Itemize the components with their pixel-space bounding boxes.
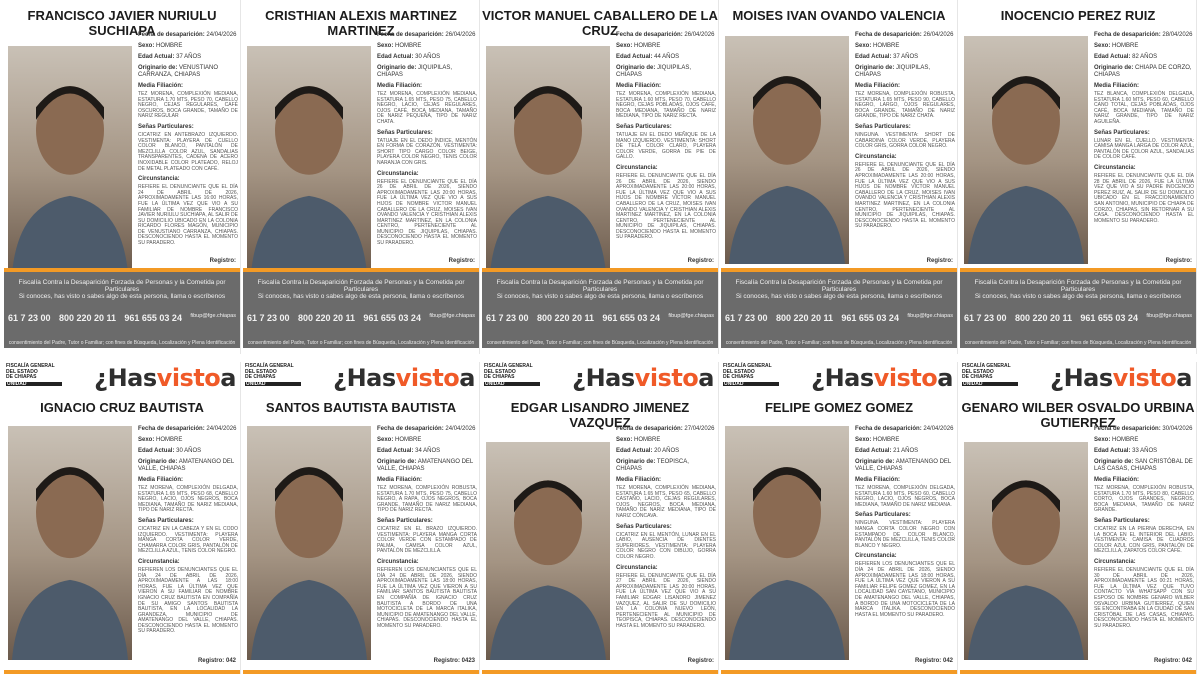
portrait-placeholder-icon — [247, 426, 371, 660]
registro-label: Registro: 0423 — [433, 658, 475, 664]
missing-person-poster-2 — [243, 0, 480, 354]
phone-2[interactable]: 800 220 20 11 — [297, 313, 355, 323]
phone-1[interactable]: 61 7 23 00 — [247, 313, 290, 323]
registro-label: Registro: 042 — [1153, 658, 1192, 664]
media-filiacion-text: TEZ MORENA, COMPLEXIÓN DELGADA, ESTATURA 1.65 MTS, PESO 68, CABELLO NEGRO, LACIO, OJOS NEGROS, BOCA MEDIANA, TAMAÑO DE NARIZ MEDIANA, TIPO DE NARIZ RECTA. — [138, 485, 238, 514]
phone-row — [964, 313, 1192, 323]
missing-person-poster-1 — [4, 0, 241, 354]
person-name: INOCENCIO PEREZ RUIZ — [1000, 8, 1156, 23]
fecha-value: 24/04/2026 — [923, 426, 954, 432]
hasvisto-logo: ¿Hasvistoa — [811, 364, 953, 392]
edad-value: 37 AÑOS — [893, 54, 919, 60]
contact-footer: Fiscalía Contra la Desaparición Forzada de Personas y la Cometida por Particulares Si conoces, has visto o sabes algo de esta persona, llama o escríbenos 61 7 23 00 800 220 20 11 961 655 03 24 fibup@fge.chiapas consentimiento del Padre, Tutor o Familiar; con fines de Búsqueda, Localización y Plena Identificación — [4, 272, 240, 348]
phone-2[interactable]: 800 220 20 11 — [775, 313, 833, 323]
person-details: Fecha de desaparición: 26/04/2026 Sexo: HOMBRE Edad Actual: 30 AÑOS Originario de: JIQUIPILAS, CHIAPAS Media Filiación: TEZ MORENA, COMPLEXIÓN MEDIANA, ESTATURA 1.65 MTS, PESO 75, CABELLO NEGRO, LACIO, CEJAS REGULARES, OJOS CAFÉ, BOCA MEDIANA, TAMAÑO DE NARIZ PEQUEÑA, TIPO DE NARIZ CHATA. Señas Particulares: TATUAJE EN EL DEDO ÍNDICE, MENTÓN EN FORMA DE CORAZÓN. VESTIMENTA: SHORT TIPO CARGO COLOR BEIGE, PLAYERA COLOR NEGRO, TENIS COLOR NARANJA CON GRIS. Circunstancia: REFIERE EL DENUNCIANTE QUE EL DÍA 26 DE ABRIL DE 2026, SIENDO APROXIMADAMENTE LAS 20:00 HORAS, FUE LA ÚLTIMA VEZ QUE VIO A SUS HIJOS DE NOMBRE VICTOR MANUEL CABALLERO DE LA CRUZ, MOISES IVAN OVANDO VALENCIA Y CRISTHIAN ALEXIS MARTINEZ MARTINEZ, EN LA COLONIA CENTRO, PERTENECIENTE AL MUNICIPIO DE JIQUIPILAS, CHIAPAS. DESCONOCIENDO HASTA EL MOMENTO SU PARADERO. — [377, 32, 477, 247]
fecha-value: 26/04/2026 — [684, 32, 715, 38]
phone-3[interactable]: 961 655 03 24 — [602, 313, 660, 323]
person-photo — [725, 426, 849, 660]
missing-person-poster-10 — [960, 362, 1197, 674]
sexo-value: HOMBRE — [1112, 437, 1139, 443]
contact-footer: Fiscalía Contra la Desaparición Forzada de Personas y la Cometida por Particulares Si conoces, has visto o sabes algo de esta persona, llama o escríbenos 61 7 23 00 800 220 20 11 961 655 03 24 fibup@fge.chiapas consentimiento del Padre, Tutor o Familiar; con fines de Búsqueda, Localización y Plena Identificación — [482, 272, 718, 348]
senas-text: NINGUNA. VESTIMENTA: PLAYERA MANGA CORTA COLOR NEGRO CON ESTAMPADO DE COLOR BLANCO, PANTALÓN DE MEZCLILLA, TENIS COLOR BLANCO Y NEGRO. — [855, 520, 955, 549]
brand-bar — [960, 362, 1196, 392]
portrait-placeholder-icon — [247, 46, 371, 274]
edad-value: 44 AÑOS — [654, 54, 680, 60]
person-name: VICTOR MANUEL CABALLERO DE LA CRUZ — [482, 8, 718, 38]
originario-value: VENUSTIANO CARRANZA, CHIAPAS — [138, 65, 219, 78]
person-details: Fecha de desaparición: 24/04/2026 Sexo: HOMBRE Edad Actual: 30 AÑOS Originario de: AMATENANGO DEL VALLE, CHIAPAS Media Filiación: TEZ MORENA, COMPLEXIÓN DELGADA, ESTATURA 1.65 MTS, PESO 68, CABELLO NEGRO, LACIO, OJOS NEGROS, BOCA MEDIANA, TAMAÑO DE NARIZ MEDIANA, TIPO DE NARIZ RECTA. Señas Particulares: CICATRIZ EN LA CABEZA Y EN EL CODO IZQUIERDO. VESTIMENTA: PLAYERA MANGA CORTA COLOR VERDE, CHAMARRA COLOR GRIS, PANTALÓN DE MEZCLILLA AZUL, TENIS COLOR NEGRO. Circunstancia: REFIEREN LOS DENUNCIANTES QUE EL DÍA 24 DE ABRIL DE 2026, APROXIMADAMENTE A LAS 18:00 HORAS, FUE LA ÚLTIMA VEZ QUE VIERON A SU FAMILIAR DE NOMBRE IGNACIO CRUZ BAUTISTA EN COMPAÑÍA DE SU AMIGO SANTOS BAUTISTA BAUTISTA, EN LA LOCALIDAD LA GRANDEZA, MUNICIPIO DE AMATENANGO DEL VALLE, CHIAPAS. DESCONOCIENDO HASTA EL MOMENTO SU PARADERO. — [138, 426, 238, 635]
sexo-value: HOMBRE — [873, 43, 900, 49]
hasvisto-logo: ¿Hasvistoa — [1050, 364, 1192, 392]
fecha-value: 26/04/2026 — [923, 32, 954, 38]
phone-2[interactable]: 800 220 20 11 — [536, 313, 594, 323]
edad-value: 30 AÑOS — [415, 54, 441, 60]
person-photo — [247, 426, 371, 660]
fecha-value: 24/04/2026 — [206, 426, 237, 432]
orange-divider — [243, 670, 479, 674]
circunstancia-text: REFIERE EL DENUNCIANTE QUE EL DÍA 26 DE ABRIL DE 2026, SIENDO APROXIMADAMENTE LAS 20:00 HORAS, FUE LA ÚLTIMA VEZ QUE VIO A SUS HIJOS DE NOMBRE VICTOR MANUEL CABALLERO DE LA CRUZ, MOISES IVAN OVANDO VALENCIA Y CRISTHIAN ALEXIS MARTINEZ MARTINEZ, EN LA COLONIA CENTRO, PERTENECIENTE AL MUNICIPIO DE JIQUIPILAS, CHIAPAS. DESCONOCIENDO HASTA EL MOMENTO SU PARADERO. — [377, 178, 477, 247]
missing-person-poster-5 — [960, 0, 1197, 354]
media-filiacion-text: TEZ MORENA, COMPLEXIÓN MEDIANA, ESTATURA 1.65 MTS, PESO 65, CABELLO CASTAÑO, LACIO, CEJAS REGULARES, OJOS NEGROS, BOCA MEDIANA, TAMAÑO DE NARIZ MEDIANA, TIPO DE NARIZ CÓNCAVA. — [616, 485, 716, 519]
media-filiacion-text: TEZ MORENA, COMPLEXIÓN MEDIANA, ESTATURA 1.60 MTS, PESO 70, CABELLO NEGRO, CEJAS POBLADAS, OJOS CAFÉ, BOCA MEDIANA, TAMAÑO DE NARIZ MEDIANA, TIPO DE NARIZ RECTA. — [616, 91, 716, 120]
institution-logo: FISCALÍA GENERAL DEL ESTADO DE CHIAPAS UNIDAD — [723, 364, 779, 386]
person-photo — [486, 442, 610, 660]
orange-divider — [960, 670, 1196, 674]
senas-text: CICATRIZ EN ANTEBRAZO IZQUIERDO. VESTIMENTA: PLAYERA DE CUELLO COLOR BLANCO, PANTALÓN DE MEZCLILLA COLOR AZUL, SANDALIAS TRANSPARENTES, CADENA DE ACERO INOXIDABLE COLOR PLATEADO, RELOJ DE METAL PLATEADO CON CAFÉ. — [138, 131, 238, 172]
fecha-value: 30/04/2026 — [1162, 426, 1193, 432]
missing-person-poster-3 — [482, 0, 719, 354]
phone-1[interactable]: 61 7 23 00 — [8, 313, 51, 323]
person-name: SANTOS BAUTISTA BAUTISTA — [265, 400, 457, 415]
phone-3[interactable]: 961 655 03 24 — [124, 313, 182, 323]
phone-2[interactable]: 800 220 20 11 — [58, 313, 116, 323]
senas-text: TATUAJE EN EL DEDO MEÑIQUE DE LA MANO IZQUIERDO. VESTIMENTA: SHORT DE TELA COLOR CLARO, PLAYERA COLOR VERDE, GORRA DE PIE DE GALLO. — [616, 131, 716, 161]
person-photo — [8, 46, 132, 274]
person-details: Fecha de desaparición: 26/04/2026 Sexo: HOMBRE Edad Actual: 37 AÑOS Originario de: JIQUIPILAS, CHIAPAS Media Filiación: TEZ MORENA, COMPLEXIÓN ROBUSTA, ESTATURA 1.65 MTS, PESO 90, CABELLO NEGRO, LARGO, OJOS REGULARES, BOCA GRANDE, TAMAÑO DE NARIZ GRANDE, TIPO DE NARIZ CHATA. Señas Particulares: NINGUNA. VESTIMENTA: SHORT DE CABARDINA COLOR VERDE, PLAYERA COLOR GRIS, GORRA COLOR NEGRO. Circunstancia: REFIERE EL DENUNCIANTE QUE EL DÍA 26 DE ABRIL DE 2026, SIENDO APROXIMADAMENTE LAS 20:00 HORAS, FUE LA ÚLTIMA VEZ QUE VIO A SUS HIJOS DE NOMBRE VICTOR MANUEL CABALLERO DE LA CRUZ, MOISES IVAN OVANDO VALENCIA Y CRISTHIAN ALEXIS MARTINEZ MARTINEZ, EN LA COLONIA CENTRO, PERTENECIENTE AL MUNICIPIO DE JIQUIPILAS, CHIAPAS. DESCONOCIENDO HASTA EL MOMENTO SU PARADERO. — [855, 32, 955, 230]
brand-bar — [721, 362, 957, 392]
registro-label: Registro: 042 — [914, 658, 953, 664]
circunstancia-text: REFIERE EL DENUNCIANTE QUE EL DÍA 28 DE ABRIL DE 2026, FUE LA ÚLTIMA VEZ QUE VIO A SU PADRE INOCENCIO PEREZ RUIZ, AL SALIR DE SU DOMICILIO UBICADO EN EL FRACCIONAMIENTO SAN ANTONIO, MUNICIPIO DE CHIAPA DE CORZO, CHIAPAS, SIN RETORNAR A SU CASA. DESCONOCIENDO HASTA EL MOMENTO SU PARADERO. — [1094, 172, 1194, 224]
sexo-value: HOMBRE — [873, 437, 900, 443]
person-name: MOISES IVAN OVANDO VALENCIA — [732, 8, 946, 23]
senas-text: CICATRIZ EN LA CABEZA Y EN EL CODO IZQUIERDO. VESTIMENTA: PLAYERA MANGA CORTA COLOR VERDE, CHAMARRA COLOR GRIS, PANTALÓN DE MEZCLILLA AZUL, TENIS COLOR NEGRO. — [138, 525, 238, 555]
portrait-placeholder-icon — [486, 442, 610, 660]
brand-bar — [243, 362, 479, 392]
portrait-placeholder-icon — [486, 46, 610, 274]
person-details: Fecha de desaparición: 24/04/2026 Sexo: HOMBRE Edad Actual: 21 AÑOS Originario de: AMATENANGO DEL VALLE, CHIAPAS Media Filiación: TEZ MORENA, COMPLEXIÓN DELGADA, ESTATURA 1.60 MTS, PESO 60, CABELLO NEGRO, LACIO, OJOS NEGROS, BOCA MEDIANA, TAMAÑO DE NARIZ MEDIANA. Señas Particulares: NINGUNA. VESTIMENTA: PLAYERA MANGA CORTA COLOR NEGRO CON ESTAMPADO DE COLOR BLANCO, PANTALÓN DE MEZCLILLA, TENIS COLOR BLANCO Y NEGRO. Circunstancia: REFIEREN LOS DENUNCIANTES QUE EL DÍA 24 DE ABRIL DE 2026, SIENDO APROXIMADAMENTE LAS 18:00 HORAS, FUE LA ÚLTIMA VEZ QUE VIERON A SU FAMILIAR FELIPE GOMEZ GOMEZ, EN LA LOCALIDAD SAN CAYETANO, MUNICIPIO DE AMATENANGO DEL VALLE, CHIAPAS, A BORDO DE UNA MOTOCICLETA DE LA MARCA ITALIKA. DESCONOCIENDO HASTA EL MOMENTO SU PARADERO. — [855, 426, 955, 618]
phone-1[interactable]: 61 7 23 00 — [486, 313, 529, 323]
person-name: IGNACIO CRUZ BAUTISTA — [40, 400, 204, 415]
edad-value: 37 AÑOS — [176, 54, 202, 60]
email-link[interactable]: fibup@fge.chiapas — [668, 313, 714, 319]
circunstancia-text: REFIEREN LOS DENUNCIANTES QUE EL DÍA 24 DE ABRIL DE 2026, APROXIMADAMENTE A LAS 18:00 HORAS, FUE LA ÚLTIMA VEZ QUE VIERON A SU FAMILIAR DE NOMBRE IGNACIO CRUZ BAUTISTA EN COMPAÑÍA DE SU AMIGO SANTOS BAUTISTA BAUTISTA, EN LA LOCALIDAD LA GRANDEZA, MUNICIPIO DE AMATENANGO DEL VALLE, CHIAPAS. DESCONOCIENDO HASTA EL MOMENTO SU PARADERO. — [138, 566, 238, 635]
contact-footer: Fiscalía Contra la Desaparición Forzada de Personas y la Cometida por Particulares Si conoces, has visto o sabes algo de esta persona, llama o escríbenos 61 7 23 00 800 220 20 11 961 655 03 24 fibup@fge.chiapas consentimiento del Padre, Tutor o Familiar; con fines de Búsqueda, Localización y Plena Identificación — [960, 272, 1196, 348]
person-photo — [247, 46, 371, 274]
portrait-placeholder-icon — [725, 36, 849, 264]
registro-label: Registro: — [687, 258, 714, 264]
institution-logo: FISCALÍA GENERAL DEL ESTADO DE CHIAPAS UNIDAD — [962, 364, 1018, 386]
portrait-placeholder-icon — [964, 442, 1088, 660]
registro-label: Registro: 042 — [197, 658, 236, 664]
fecha-value: 24/04/2026 — [206, 32, 237, 38]
registro-label: Registro: — [926, 258, 953, 264]
sexo-value: HOMBRE — [156, 437, 183, 443]
originario-value: TEOPISCA, CHIAPAS — [616, 459, 689, 472]
sexo-value: HOMBRE — [634, 437, 661, 443]
hasvisto-logo: ¿Hasvistoa — [94, 364, 236, 392]
fecha-value: 26/04/2026 — [445, 32, 476, 38]
institution-logo: FISCALÍA GENERAL DEL ESTADO DE CHIAPAS UNIDAD — [484, 364, 540, 386]
media-filiacion-text: TEZ MORENA, COMPLEXIÓN MEDIANA, ESTATURA 1.65 MTS, PESO 75, CABELLO NEGRO, LACIO, CEJAS REGULARES, OJOS CAFÉ, BOCA MEDIANA, TAMAÑO DE NARIZ PEQUEÑA, TIPO DE NARIZ CHATA. — [377, 91, 477, 125]
senas-text: CICATRIZ EN EL BRAZO IZQUIERDO. VESTIMENTA: PLAYERA MANGA CORTA COLOR VERDE CON ESTAMPADO DE PALMA, CAMISA COLOR AZUL, PANTALÓN DE MEZCLILLA. — [377, 525, 477, 555]
senas-text: TATUAJE EN EL DEDO ÍNDICE, MENTÓN EN FORMA DE CORAZÓN. VESTIMENTA: SHORT TIPO CARGO COLOR BEIGE, PLAYERA COLOR NEGRO, TENIS COLOR NARANJA CON GRIS. — [377, 137, 477, 166]
person-photo — [964, 442, 1088, 660]
edad-value: 82 AÑOS — [1132, 54, 1158, 60]
person-details: Fecha de desaparición: 30/04/2026 Sexo: HOMBRE Edad Actual: 33 AÑOS Originario de: SAN CRISTÓBAL DE LAS CASAS, CHIAPAS Media Filiación: TEZ MORENA, COMPLEXIÓN ROBUSTA, ESTATURA 1.70 MTS, PESO 80, CABELLO CORTO, OJOS GRANDES, NEGROS, BOCA MEDIANA, TAMAÑO DE NARIZ GRANDE. Señas Particulares: CICATRIZ EN LA PIERNA DERECHA, EN LA BOCA EN EL INTERIOR DEL LABIO. VESTIMENTA: CAMISA DE CUADROS COLOR AZUL CON GRIS, PANTALÓN DE MEZCLILLA, ZAPATOS COLOR CAFÉ. Circunstancia: REFIERE EL DENUNCIANTE QUE EL DÍA 30 DE ABRIL DE 2026, APROXIMADAMENTE LAS 00:21 HORAS, FUE LA ÚLTIMA VEZ QUE TUVO CONTACTO VÍA WHATSAPP CON SU ESPOSO DE NOMBRE GENARO WILBER OSVALDO URBINA GUTIERREZ, QUIEN SE ENCONTRABA EN LA CIUDAD DE SAN CRISTÓBAL DE LAS CASAS, CHIAPAS. DESCONOCIENDO HASTA EL MOMENTO SU PARADERO. — [1094, 426, 1194, 629]
edad-value: 30 AÑOS — [176, 448, 202, 454]
fecha-value: 27/04/2026 — [684, 426, 715, 432]
media-filiacion-text: TEZ MORENA, COMPLEXIÓN ROBUSTA, ESTATURA 1.70 MTS, PESO 80, CABELLO CORTO, OJOS GRANDES, NEGROS, BOCA MEDIANA, TAMAÑO DE NARIZ GRANDE. — [1094, 485, 1194, 514]
institution-logo: FISCALÍA GENERAL DEL ESTADO DE CHIAPAS UNIDAD — [6, 364, 62, 386]
circunstancia-text: REFIEREN LOS DENUNCIANTES QUE EL DÍA 24 DE ABRIL DE 2026, SIENDO APROXIMADAMENTE LAS 18:00 HORAS, FUE LA ÚLTIMA VEZ QUE VIERON A SU FAMILIAR FELIPE GOMEZ GOMEZ, EN LA LOCALIDAD SAN CAYETANO, MUNICIPIO DE AMATENANGO DEL VALLE, CHIAPAS, A BORDO DE UNA MOTOCICLETA DE LA MARCA ITALIKA. DESCONOCIENDO HASTA EL MOMENTO SU PARADERO. — [855, 561, 955, 618]
person-details: Fecha de desaparición: 27/04/2026 Sexo: HOMBRE Edad Actual: 20 AÑOS Originario de: TEOPISCA, CHIAPAS Media Filiación: TEZ MORENA, COMPLEXIÓN MEDIANA, ESTATURA 1.65 MTS, PESO 65, CABELLO CASTAÑO, LACIO, CEJAS REGULARES, OJOS NEGROS, BOCA MEDIANA, TAMAÑO DE NARIZ MEDIANA, TIPO DE NARIZ CÓNCAVA. Señas Particulares: CICATRIZ EN EL MENTÓN, LUNAR EN EL LABIO, AUSENCIA DE DIENTES SUPERIORES. VESTIMENTA: PLAYERA COLOR NEGRO CON DIBUJO, GORRA COLOR NEGRO. Circunstancia: REFIERE EL DENUNCIANTE QUE EL DÍA 27 DE ABRIL DE 2026, SIENDO APROXIMADAMENTE LAS 20:00 HORAS, FUE LA ÚLTIMA VEZ QUE VIO A SU FAMILIAR EDGAR LISANDRO JIMENEZ VAZQUEZ, AL SALIR DE SU DOMICILIO EN LA COLONIA NUEVO LEÓN, PERTENECIENTE AL MUNICIPIO DE TEOPISCA, CHIAPAS. DESCONOCIENDO HASTA EL MOMENTO SU PARADERO. — [616, 426, 716, 629]
missing-person-poster-8 — [482, 362, 719, 674]
contact-footer: Fiscalía Contra la Desaparición Forzada de Personas y la Cometida por Particulares Si conoces, has visto o sabes algo de esta persona, llama o escríbenos 61 7 23 00 800 220 20 11 961 655 03 24 fibup@fge.chiapas consentimiento del Padre, Tutor o Familiar; con fines de Búsqueda, Localización y Plena Identificación — [721, 272, 957, 348]
registro-label: Registro: — [448, 258, 475, 264]
originario-value: JIQUIPILAS, CHIAPAS — [855, 65, 931, 78]
originario-value: AMATENANGO DEL VALLE, CHIAPAS — [377, 459, 474, 472]
phone-row — [8, 313, 236, 323]
edad-value: 33 AÑOS — [1132, 448, 1158, 454]
person-name: GENARO WILBER OSVALDO URBINA GUTIERREZ — [961, 400, 1195, 430]
senas-text: NINGUNA. VESTIMENTA: SHORT DE CABARDINA COLOR VERDE, PLAYERA COLOR GRIS, GORRA COLOR NEGRO. — [855, 131, 955, 150]
missing-person-poster-6 — [4, 362, 241, 674]
phone-1[interactable]: 61 7 23 00 — [725, 313, 768, 323]
fecha-value: 28/04/2026 — [1162, 32, 1193, 38]
portrait-placeholder-icon — [8, 426, 132, 660]
media-filiacion-text: TEZ BLANCA, COMPLEXIÓN DELGADA, ESTATURA 1.60 MTS, PESO 60, CABELLO CANO TOTAL, CEJAS POBLADAS, OJOS CAFÉ, BOCA MEDIANA, TAMAÑO DE NARIZ GRANDE, TIPO DE NARIZ AGUILEÑA. — [1094, 91, 1194, 125]
phone-3[interactable]: 961 655 03 24 — [1080, 313, 1138, 323]
portrait-placeholder-icon — [964, 36, 1088, 264]
person-details: Fecha de desaparición: 24/04/2026 Sexo: HOMBRE Edad Actual: 34 AÑOS Originario de: AMATENANGO DEL VALLE, CHIAPAS Media Filiación: TEZ MORENA, COMPLEXIÓN ROBUSTA, ESTATURA 1.70 MTS, PESO 75, CABELLO NEGRO, A RAPA, OJOS NEGROS, BOCA GRANDE, TAMAÑO DE NARIZ MEDIANA, TIPO DE NARIZ RECTA. Señas Particulares: CICATRIZ EN EL BRAZO IZQUIERDO. VESTIMENTA: PLAYERA MANGA CORTA COLOR VERDE CON ESTAMPADO DE PALMA, CAMISA COLOR AZUL, PANTALÓN DE MEZCLILLA. Circunstancia: REFIEREN LOS DENUNCIANTES QUE EL DÍA 24 DE ABRIL DE 2026, SIENDO APROXIMADAMENTE LAS 18:00 HORAS, FUE LA ÚLTIMA VEZ QUE VIERON A SU FAMILIAR SANTOS BAUTISTA BAUTISTA EN COMPAÑÍA DE IGNACIO CRUZ BAUTISTA A BORDO DE UNA MOTOCICLETA DE LA MARCA ITALIKA, MUNICIPIO DE AMATENANGO DEL VALLE, CHIAPAS. DESCONOCIENDO HASTA EL MOMENTO SU PARADERO. — [377, 426, 477, 629]
originario-value: JIQUIPILAS, CHIAPAS — [616, 65, 692, 78]
originario-value: AMATENANGO DEL VALLE, CHIAPAS — [138, 459, 235, 472]
email-link[interactable]: fibup@fge.chiapas — [190, 313, 236, 319]
originario-value: JIQUIPILAS, CHIAPAS — [377, 65, 453, 78]
phone-3[interactable]: 961 655 03 24 — [841, 313, 899, 323]
edad-value: 20 AÑOS — [654, 448, 680, 454]
missing-person-poster-9 — [721, 362, 958, 674]
orange-divider — [4, 670, 240, 674]
senas-text: CICATRIZ EN EL MENTÓN, LUNAR EN EL LABIO, AUSENCIA DE DIENTES SUPERIORES. VESTIMENTA: PLAYERA COLOR NEGRO CON DIBUJO, GORRA COLOR NEGRO. — [616, 531, 716, 560]
senas-text: CICATRIZ EN LA PIERNA DERECHA, EN LA BOCA EN EL INTERIOR DEL LABIO. VESTIMENTA: CAMISA DE CUADROS COLOR AZUL CON GRIS, PANTALÓN DE MEZCLILLA, ZAPATOS COLOR CAFÉ. — [1094, 525, 1194, 555]
circunstancia-text: REFIERE EL DENUNCIANTE QUE EL DÍA 26 DE ABRIL DE 2026, SIENDO APROXIMADAMENTE LAS 20:00 HORAS, FUE LA ÚLTIMA VEZ QUE VIO A SUS HIJOS DE NOMBRE VICTOR MANUEL CABALLERO DE LA CRUZ, MOISES IVAN OVANDO VALENCIA Y CRISTHIAN ALEXIS MARTINEZ MARTINEZ, EN LA COLONIA CENTRO, PERTENECIENTE AL MUNICIPIO DE JIQUIPILAS, CHIAPAS. DESCONOCIENDO HASTA EL MOMENTO SU PARADERO. — [616, 172, 716, 241]
missing-person-poster-4 — [721, 0, 958, 354]
orange-divider — [482, 670, 718, 674]
circunstancia-text: REFIERE EL DENUNCIANTE QUE EL DÍA 30 DE ABRIL DE 2026, APROXIMADAMENTE LAS 00:21 HORAS, FUE LA ÚLTIMA VEZ QUE TUVO CONTACTO VÍA WHATSAPP CON SU ESPOSO DE NOMBRE GENARO WILBER OSVALDO URBINA GUTIERREZ, QUIEN SE ENCONTRABA EN LA CIUDAD DE SAN CRISTÓBAL DE LAS CASAS, CHIAPAS. DESCONOCIENDO HASTA EL MOMENTO SU PARADERO. — [1094, 566, 1194, 629]
person-photo — [964, 36, 1088, 264]
person-photo — [486, 46, 610, 274]
phone-1[interactable]: 61 7 23 00 — [964, 313, 1007, 323]
brand-bar — [482, 362, 718, 392]
originario-value: SAN CRISTÓBAL DE LAS CASAS, CHIAPAS — [1094, 459, 1193, 472]
person-photo — [725, 36, 849, 264]
phone-2[interactable]: 800 220 20 11 — [1014, 313, 1072, 323]
person-details: Fecha de desaparición: 24/04/2026 Sexo: HOMBRE Edad Actual: 37 AÑOS Originario de: VENUSTIANO CARRANZA, CHIAPAS Media Filiación: TEZ MORENA, COMPLEXIÓN MEDIANA, ESTATURA 1.70 MTS, PESO 70, CABELLO NEGRO, CEJAS REGULARES, CAFÉ OSCUROS, BOCA GRANDE, TAMAÑO DE NARIZ REGULAR Señas Particulares: CICATRIZ EN ANTEBRAZO IZQUIERDO. VESTIMENTA: PLAYERA DE CUELLO COLOR BLANCO, PANTALÓN DE MEZCLILLA COLOR AZUL, SANDALIAS TRANSPARENTES, CADENA DE ACERO INOXIDABLE COLOR PLATEADO, RELOJ DE METAL PLATEADO CON CAFÉ. Circunstancia: REFIERE EL DENUNCIANTE QUE EL DÍA 24 DE ABRIL DE 2026, APROXIMADAMENTE LAS 16:00 HORAS, FUE LA ÚLTIMA VEZ QUE VIO A SU FAMILIAR DE NOMBRE FRANCISCO JAVIER NURIULU SUCHIAPA, AL SALIR DE SU DOMICILIO UBICADO EN LA COLONIA RICARDO FLORES MAGÓN, MUNICIPIO DE VENUSTIANO CARRANZA, CHIAPAS. DESCONOCIENDO HASTA EL MOMENTO SU PARADERO. — [138, 32, 238, 247]
hasvisto-logo: ¿Hasvistoa — [572, 364, 714, 392]
hasvisto-logo: ¿Hasvistoa — [333, 364, 475, 392]
portrait-placeholder-icon — [8, 46, 132, 274]
sexo-value: HOMBRE — [1112, 43, 1139, 49]
person-name: FRANCISCO JAVIER NURIULU SUCHIAPA — [27, 8, 217, 38]
media-filiacion-text: TEZ MORENA, COMPLEXIÓN MEDIANA, ESTATURA 1.70 MTS, PESO 70, CABELLO NEGRO, CEJAS REGULARES, CAFÉ OSCUROS, BOCA GRANDE, TAMAÑO DE NARIZ REGULAR — [138, 91, 238, 120]
institution-logo: FISCALÍA GENERAL DEL ESTADO DE CHIAPAS UNIDAD — [245, 364, 301, 386]
circunstancia-text: REFIEREN LOS DENUNCIANTES QUE EL DÍA 24 DE ABRIL DE 2026, SIENDO APROXIMADAMENTE LAS 18:00 HORAS, FUE LA ÚLTIMA VEZ QUE VIERON A SU FAMILIAR SANTOS BAUTISTA BAUTISTA EN COMPAÑÍA DE IGNACIO CRUZ BAUTISTA A BORDO DE UNA MOTOCICLETA DE LA MARCA ITALIKA, MUNICIPIO DE AMATENANGO DEL VALLE, CHIAPAS. DESCONOCIENDO HASTA EL MOMENTO SU PARADERO. — [377, 566, 477, 629]
email-link[interactable]: fibup@fge.chiapas — [429, 313, 475, 319]
senas-text: LUNAR EN EL CUELLO. VESTIMENTA: CAMISA MANGA LARGA DE COLOR AZUL, PANTALÓN DE COLOR AZUL, SANDALIAS DE COLOR CAFÉ. — [1094, 137, 1194, 161]
phone-3[interactable]: 961 655 03 24 — [363, 313, 421, 323]
phone-row — [725, 313, 953, 323]
email-link[interactable]: fibup@fge.chiapas — [1146, 313, 1192, 319]
sexo-value: HOMBRE — [156, 43, 183, 49]
sexo-value: HOMBRE — [634, 43, 661, 49]
circunstancia-text: REFIERE EL DENUNCIANTE QUE EL DÍA 26 DE ABRIL DE 2026, SIENDO APROXIMADAMENTE LAS 20:00 HORAS, FUE LA ÚLTIMA VEZ QUE VIO A SUS HIJOS DE NOMBRE VICTOR MANUEL CABALLERO DE LA CRUZ, MOISES IVAN OVANDO VALENCIA Y CRISTHIAN ALEXIS MARTINEZ MARTINEZ, EN LA COLONIA CENTRO, PERTENECIENTE AL MUNICIPIO DE JIQUIPILAS, CHIAPAS. DESCONOCIENDO HASTA EL MOMENTO SU PARADERO. — [855, 161, 955, 230]
email-link[interactable]: fibup@fge.chiapas — [907, 313, 953, 319]
phone-row — [486, 313, 714, 323]
person-details: Fecha de desaparición: 28/04/2026 Sexo: HOMBRE Edad Actual: 82 AÑOS Originario de: CHIAPA DE CORZO, CHIAPAS Media Filiación: TEZ BLANCA, COMPLEXIÓN DELGADA, ESTATURA 1.60 MTS, PESO 60, CABELLO CANO TOTAL, CEJAS POBLADAS, OJOS CAFÉ, BOCA MEDIANA, TAMAÑO DE NARIZ GRANDE, TIPO DE NARIZ AGUILEÑA. Señas Particulares: LUNAR EN EL CUELLO. VESTIMENTA: CAMISA MANGA LARGA DE COLOR AZUL, PANTALÓN DE COLOR AZUL, SANDALIAS DE COLOR CAFÉ. Circunstancia: REFIERE EL DENUNCIANTE QUE EL DÍA 28 DE ABRIL DE 2026, FUE LA ÚLTIMA VEZ QUE VIO A SU PADRE INOCENCIO PEREZ RUIZ, AL SALIR DE SU DOMICILIO UBICADO EN EL FRACCIONAMIENTO SAN ANTONIO, MUNICIPIO DE CHIAPA DE CORZO, CHIAPAS, SIN RETORNAR A SU CASA. DESCONOCIENDO HASTA EL MOMENTO SU PARADERO. — [1094, 32, 1194, 224]
edad-value: 34 AÑOS — [415, 448, 441, 454]
person-name: FELIPE GOMEZ GOMEZ — [764, 400, 914, 415]
person-name: EDGAR LISANDRO JIMENEZ VAZQUEZ — [510, 400, 690, 430]
sexo-value: HOMBRE — [395, 43, 422, 49]
media-filiacion-text: TEZ MORENA, COMPLEXIÓN ROBUSTA, ESTATURA 1.65 MTS, PESO 90, CABELLO NEGRO, LARGO, OJOS REGULARES, BOCA GRANDE, TAMAÑO DE NARIZ GRANDE, TIPO DE NARIZ CHATA. — [855, 91, 955, 120]
orange-divider — [721, 670, 957, 674]
registro-label: Registro: — [1165, 258, 1192, 264]
person-details: Fecha de desaparición: 26/04/2026 Sexo: HOMBRE Edad Actual: 44 AÑOS Originario de: JIQUIPILAS, CHIAPAS Media Filiación: TEZ MORENA, COMPLEXIÓN MEDIANA, ESTATURA 1.60 MTS, PESO 70, CABELLO NEGRO, CEJAS POBLADAS, OJOS CAFÉ, BOCA MEDIANA, TAMAÑO DE NARIZ MEDIANA, TIPO DE NARIZ RECTA. Señas Particulares: TATUAJE EN EL DEDO MEÑIQUE DE LA MANO IZQUIERDO. VESTIMENTA: SHORT DE TELA COLOR CLARO, PLAYERA COLOR VERDE, GORRA DE PIE DE GALLO. Circunstancia: REFIERE EL DENUNCIANTE QUE EL DÍA 26 DE ABRIL DE 2026, SIENDO APROXIMADAMENTE LAS 20:00 HORAS, FUE LA ÚLTIMA VEZ QUE VIO A SUS HIJOS DE NOMBRE VICTOR MANUEL CABALLERO DE LA CRUZ, MOISES IVAN OVANDO VALENCIA Y CRISTHIAN ALEXIS MARTINEZ MARTINEZ, EN LA COLONIA CENTRO, PERTENECIENTE AL MUNICIPIO DE JIQUIPILAS, CHIAPAS. DESCONOCIENDO HASTA EL MOMENTO SU PARADERO. — [616, 32, 716, 241]
originario-value: AMATENANGO DEL VALLE, CHIAPAS — [855, 459, 952, 472]
brand-bar — [4, 362, 240, 392]
person-photo — [8, 426, 132, 660]
circunstancia-text: REFIERE EL DENUNCIANTE QUE EL DÍA 27 DE ABRIL DE 2026, SIENDO APROXIMADAMENTE LAS 20:00 HORAS, FUE LA ÚLTIMA VEZ QUE VIO A SU FAMILIAR EDGAR LISANDRO JIMENEZ VAZQUEZ, AL SALIR DE SU DOMICILIO EN LA COLONIA NUEVO LEÓN, PERTENECIENTE AL MUNICIPIO DE TEOPISCA, CHIAPAS. DESCONOCIENDO HASTA EL MOMENTO SU PARADERO. — [616, 572, 716, 629]
edad-value: 21 AÑOS — [893, 448, 919, 454]
originario-value: CHIAPA DE CORZO, CHIAPAS — [1094, 65, 1192, 78]
circunstancia-text: REFIERE EL DENUNCIANTE QUE EL DÍA 24 DE ABRIL DE 2026, APROXIMADAMENTE LAS 16:00 HORAS, FUE LA ÚLTIMA VEZ QUE VIO A SU FAMILIAR DE NOMBRE FRANCISCO JAVIER NURIULU SUCHIAPA, AL SALIR DE SU DOMICILIO UBICADO EN LA COLONIA RICARDO FLORES MAGÓN, MUNICIPIO DE VENUSTIANO CARRANZA, CHIAPAS. DESCONOCIENDO HASTA EL MOMENTO SU PARADERO. — [138, 184, 238, 247]
registro-label: Registro: — [209, 258, 236, 264]
person-name: CRISTHIAN ALEXIS MARTINEZ MARTINEZ — [265, 8, 457, 38]
portrait-placeholder-icon — [725, 426, 849, 660]
media-filiacion-text: TEZ MORENA, COMPLEXIÓN DELGADA, ESTATURA 1.60 MTS, PESO 60, CABELLO NEGRO, LACIO, OJOS NEGROS, BOCA MEDIANA, TAMAÑO DE NARIZ MEDIANA. — [855, 485, 955, 508]
fecha-value: 24/04/2026 — [445, 426, 476, 432]
missing-person-poster-7 — [243, 362, 480, 674]
sexo-value: HOMBRE — [395, 437, 422, 443]
registro-label: Registro: — [687, 658, 714, 664]
phone-row — [247, 313, 475, 323]
contact-footer: Fiscalía Contra la Desaparición Forzada de Personas y la Cometida por Particulares Si conoces, has visto o sabes algo de esta persona, llama o escríbenos 61 7 23 00 800 220 20 11 961 655 03 24 fibup@fge.chiapas consentimiento del Padre, Tutor o Familiar; con fines de Búsqueda, Localización y Plena Identificación — [243, 272, 479, 348]
media-filiacion-text: TEZ MORENA, COMPLEXIÓN ROBUSTA, ESTATURA 1.70 MTS, PESO 75, CABELLO NEGRO, A RAPA, OJOS NEGROS, BOCA GRANDE, TAMAÑO DE NARIZ MEDIANA, TIPO DE NARIZ RECTA. — [377, 485, 477, 514]
